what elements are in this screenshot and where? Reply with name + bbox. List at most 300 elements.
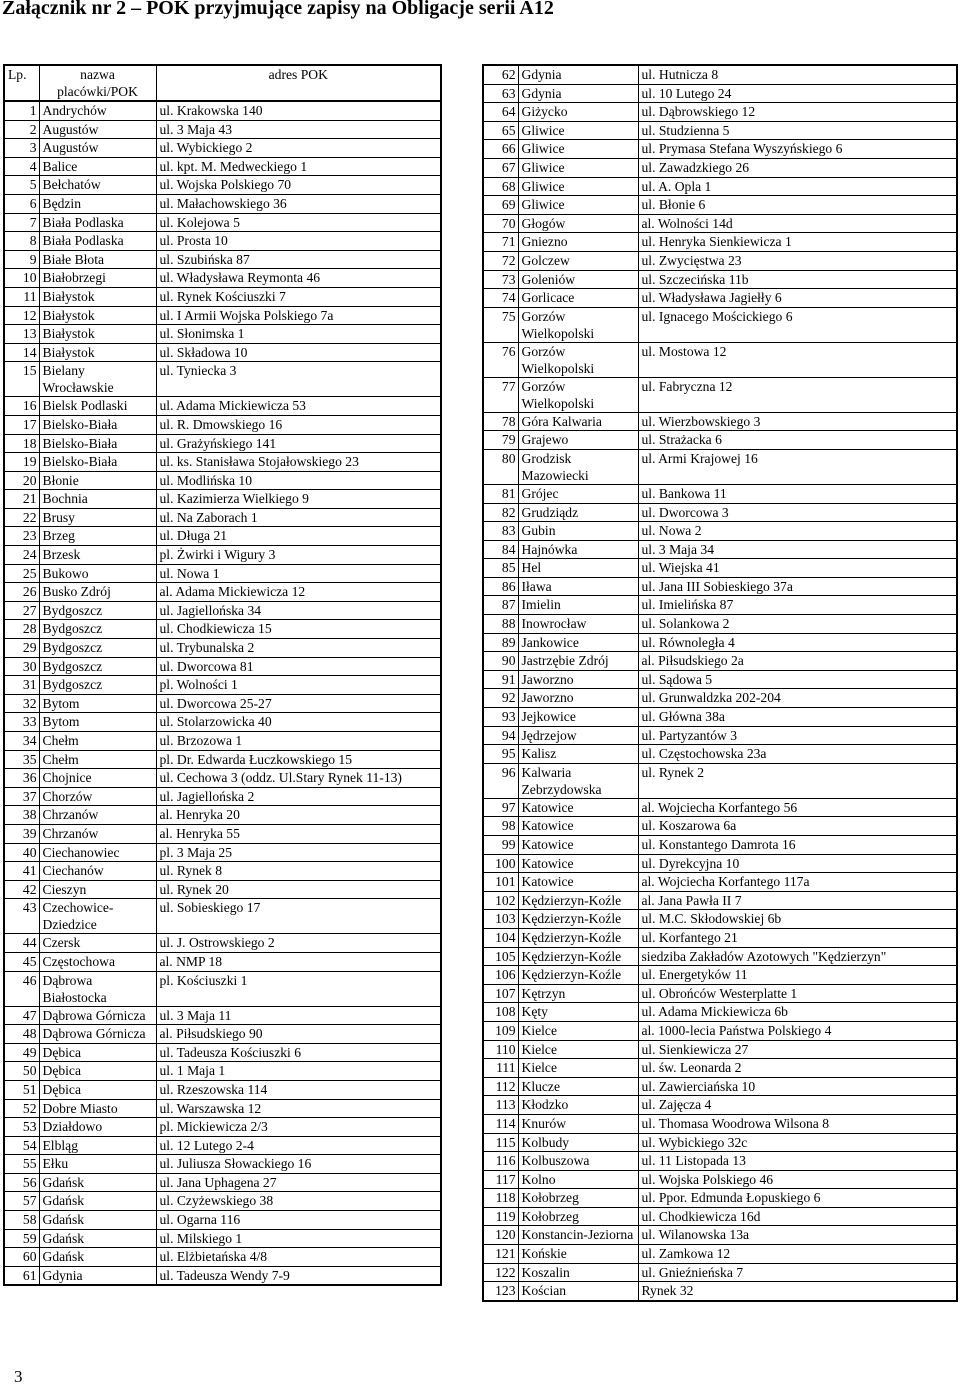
branch-name-cell: Augustów <box>39 120 156 139</box>
lp-cell: 92 <box>483 689 518 708</box>
table-row <box>483 763 957 798</box>
branch-address-cell: ul. 12 Lutego 2-4 <box>156 1136 441 1155</box>
lp-cell: 115 <box>483 1133 518 1152</box>
table-row <box>483 928 957 947</box>
lp-cell: 50 <box>4 1062 39 1081</box>
branch-name-cell: Jastrzębie Zdrój <box>518 652 638 671</box>
lp-cell: 99 <box>483 836 518 855</box>
branch-address-cell: ul. Dyrekcyjna 10 <box>638 854 957 873</box>
lp-cell: 10 <box>4 269 39 288</box>
lp-cell: 68 <box>483 177 518 196</box>
table-row <box>4 639 441 658</box>
lp-cell: 47 <box>4 1006 39 1025</box>
branch-address-cell: pl. 3 Maja 25 <box>156 843 441 862</box>
table-row <box>483 1152 957 1171</box>
table-row <box>483 633 957 652</box>
branch-name-cell: Czersk <box>39 934 156 953</box>
branch-name-cell: Bukowo <box>39 564 156 583</box>
branch-address-cell: ul. Trybunalska 2 <box>156 639 441 658</box>
lp-cell: 86 <box>483 577 518 596</box>
branch-address-cell: ul. 1 Maja 1 <box>156 1062 441 1081</box>
branch-name-cell: Końskie <box>518 1245 638 1264</box>
lp-cell: 29 <box>4 639 39 658</box>
lp-cell: 109 <box>483 1021 518 1040</box>
branch-name-cell: Chełm <box>39 732 156 751</box>
table-row <box>483 140 957 159</box>
table-row <box>483 689 957 708</box>
lp-cell: 89 <box>483 633 518 652</box>
branch-name-cell: Kędzierzyn-Koźle <box>518 891 638 910</box>
branch-address-cell: ul. Składowa 10 <box>156 343 441 362</box>
branch-name-cell: Kędzierzyn-Koźle <box>518 928 638 947</box>
branch-address-cell: ul. Dąbrowskiego 12 <box>638 103 957 122</box>
lp-cell: 104 <box>483 928 518 947</box>
table-row <box>4 694 441 713</box>
table-row <box>483 1040 957 1059</box>
lp-cell: 103 <box>483 910 518 929</box>
lp-cell: 105 <box>483 947 518 966</box>
branch-address-cell: pl. Wolności 1 <box>156 676 441 695</box>
lp-cell: 101 <box>483 873 518 892</box>
lp-cell: 39 <box>4 824 39 843</box>
lp-cell: 85 <box>483 559 518 578</box>
branch-address-cell: ul. Rynek Kościuszki 7 <box>156 287 441 306</box>
table-row <box>4 843 441 862</box>
table-row <box>4 1155 441 1174</box>
table-row <box>483 412 957 431</box>
branch-name-cell: Gdańsk <box>39 1229 156 1248</box>
branch-name-cell: Bydgoszcz <box>39 676 156 695</box>
table-row <box>483 1077 957 1096</box>
table-row <box>483 910 957 929</box>
table-row <box>4 713 441 732</box>
table-row <box>483 891 957 910</box>
table-row <box>4 583 441 602</box>
branch-address-cell: ul. Adama Mickiewicza 6b <box>638 1003 957 1022</box>
branch-address-cell: ul. Jana III Sobieskiego 37a <box>638 577 957 596</box>
lp-cell: 120 <box>483 1226 518 1245</box>
table-row <box>4 527 441 546</box>
branch-address-cell: ul. Zawadzkiego 26 <box>638 158 957 177</box>
table-row <box>4 787 441 806</box>
branch-address-cell: ul. Partyzantów 3 <box>638 726 957 745</box>
branch-name-cell: Golczew <box>518 251 638 270</box>
branch-name-cell: Kalwaria Zebrzydowska <box>518 763 638 798</box>
lp-cell: 121 <box>483 1245 518 1264</box>
table-row <box>4 1173 441 1192</box>
branch-address-cell: ul. Dworcowa 81 <box>156 657 441 676</box>
table-row <box>4 1211 441 1230</box>
branch-name-cell: Kołobrzeg <box>518 1189 638 1208</box>
branch-address-cell: ul. J. Ostrowskiego 2 <box>156 934 441 953</box>
table-row <box>4 490 441 509</box>
branch-name-cell: Głogów <box>518 214 638 233</box>
table-row <box>4 620 441 639</box>
branch-name-cell: Białystok <box>39 287 156 306</box>
lp-cell: 15 <box>4 362 39 397</box>
branch-name-cell: Kłodzko <box>518 1096 638 1115</box>
table-row <box>4 1118 441 1137</box>
branch-address-cell: ul. Wybickiego 32c <box>638 1133 957 1152</box>
table-row <box>4 453 441 472</box>
lp-cell: 3 <box>4 139 39 158</box>
lp-cell: 122 <box>483 1263 518 1282</box>
branch-name-cell: Kędzierzyn-Koźle <box>518 947 638 966</box>
table-row <box>4 750 441 769</box>
branch-name-cell: Gdańsk <box>39 1192 156 1211</box>
branch-name-cell: Biała Podlaska <box>39 213 156 232</box>
branch-address-cell: ul. Bankowa 11 <box>638 484 957 503</box>
branch-address-cell: ul. Zawierciańska 10 <box>638 1077 957 1096</box>
branch-address-cell: ul. Zamkowa 12 <box>638 1245 957 1264</box>
table-row <box>483 449 957 484</box>
branch-name-cell: Dębica <box>39 1062 156 1081</box>
table-row <box>483 65 957 84</box>
branch-name-cell: Kielce <box>518 1059 638 1078</box>
branch-name-cell: Gorzów Wielkopolski <box>518 342 638 377</box>
lp-cell: 75 <box>483 307 518 342</box>
lp-cell: 71 <box>483 233 518 252</box>
table-row <box>4 287 441 306</box>
branch-address-cell: pl. Kościuszki 1 <box>156 971 441 1006</box>
table-row <box>4 343 441 362</box>
branch-address-cell: ul. Dworcowa 25-27 <box>156 694 441 713</box>
lp-cell: 74 <box>483 289 518 308</box>
branch-address-cell: ul. Sądowa 5 <box>638 670 957 689</box>
table-row <box>483 84 957 103</box>
branch-name-cell: Hel <box>518 559 638 578</box>
table-row <box>483 726 957 745</box>
page-number: 3 <box>14 1367 23 1386</box>
branch-name-cell: Błonie <box>39 471 156 490</box>
branch-name-cell: Bytom <box>39 694 156 713</box>
table-row <box>4 362 441 397</box>
branch-name-cell: Gdańsk <box>39 1211 156 1230</box>
lp-cell: 23 <box>4 527 39 546</box>
branch-address-cell: al. Wojciecha Korfantego 117a <box>638 873 957 892</box>
table-row <box>483 177 957 196</box>
branch-address-cell: ul. Rynek 2 <box>638 763 957 798</box>
branch-name-cell: Jejkowice <box>518 708 638 727</box>
lp-cell: 123 <box>483 1282 518 1301</box>
lp-cell: 65 <box>483 121 518 140</box>
branch-address-cell: al. Wojciecha Korfantego 56 <box>638 798 957 817</box>
table-row <box>483 817 957 836</box>
branch-address-cell: ul. Mostowa 12 <box>638 342 957 377</box>
lp-cell: 58 <box>4 1211 39 1230</box>
branch-address-cell: ul. Ignacego Mościckiego 6 <box>638 307 957 342</box>
branch-name-cell: Gorzów Wielkopolski <box>518 377 638 412</box>
branch-name-cell: Dębica <box>39 1043 156 1062</box>
table-row <box>483 103 957 122</box>
branch-name-cell: Gdynia <box>518 84 638 103</box>
table-row <box>4 232 441 251</box>
branch-address-cell: ul. Cechowa 3 (oddz. Ul.Stary Rynek 11-13) <box>156 769 441 788</box>
branch-address-cell: al. Piłsudskiego 2a <box>638 652 957 671</box>
table-row <box>483 503 957 522</box>
branch-address-cell: ul. Równoległa 4 <box>638 633 957 652</box>
table-row <box>483 577 957 596</box>
branch-name-cell: Busko Zdrój <box>39 583 156 602</box>
branch-address-cell: pl. Dr. Edwarda Łuczkowskiego 15 <box>156 750 441 769</box>
table-row <box>483 1096 957 1115</box>
branch-address-cell: ul. Stolarzowicka 40 <box>156 713 441 732</box>
branch-name-cell: Dąbrowa Białostocka <box>39 971 156 1006</box>
branch-name-cell: Kielce <box>518 1021 638 1040</box>
header-lp: Lp. <box>4 65 39 101</box>
lp-cell: 91 <box>483 670 518 689</box>
branch-name-cell: Ełku <box>39 1155 156 1174</box>
lp-cell: 81 <box>483 484 518 503</box>
branch-name-cell: Koszalin <box>518 1263 638 1282</box>
branch-address-cell: ul. Szczecińska 11b <box>638 270 957 289</box>
branch-name-cell: Gliwice <box>518 177 638 196</box>
lp-cell: 98 <box>483 817 518 836</box>
table-row <box>4 564 441 583</box>
branch-name-cell: Kościan <box>518 1282 638 1301</box>
branch-name-cell: Grudziądz <box>518 503 638 522</box>
lp-cell: 97 <box>483 798 518 817</box>
branch-name-cell: Białystok <box>39 325 156 344</box>
branch-address-cell: siedziba Zakładów Azotowych "Kędzierzyn" <box>638 947 957 966</box>
table-row <box>4 471 441 490</box>
lp-cell: 1 <box>4 101 39 120</box>
branch-name-cell: Hajnówka <box>518 540 638 559</box>
lp-cell: 19 <box>4 453 39 472</box>
table-row <box>483 1207 957 1226</box>
branch-name-cell: Grodzisk Mazowiecki <box>518 449 638 484</box>
lp-cell: 27 <box>4 601 39 620</box>
branch-address-cell: al. Jana Pawła II 7 <box>638 891 957 910</box>
branch-name-cell: Gliwice <box>518 140 638 159</box>
branch-address-cell: ul. Armi Krajowej 16 <box>638 449 957 484</box>
branch-name-cell: Jankowice <box>518 633 638 652</box>
table-row <box>4 1025 441 1044</box>
table-row <box>4 824 441 843</box>
lp-cell: 102 <box>483 891 518 910</box>
branch-name-cell: Chełm <box>39 750 156 769</box>
branch-address-cell: pl. Żwirki i Wigury 3 <box>156 546 441 565</box>
branch-name-cell: Bielsko-Biała <box>39 434 156 453</box>
branch-address-cell: ul. Thomasa Woodrowa Wilsona 8 <box>638 1114 957 1133</box>
table-row <box>483 1245 957 1264</box>
branch-address-cell: ul. Modlińska 10 <box>156 471 441 490</box>
branch-address-cell: ul. Wojska Polskiego 46 <box>638 1170 957 1189</box>
table-row <box>483 1263 957 1282</box>
table-row <box>4 269 441 288</box>
branch-name-cell: Inowrocław <box>518 615 638 634</box>
lp-cell: 35 <box>4 750 39 769</box>
branch-address-cell: ul. Wierzbowskiego 3 <box>638 412 957 431</box>
branch-name-cell: Brzeg <box>39 527 156 546</box>
table-row <box>483 289 957 308</box>
branch-address-cell: ul. R. Dmowskiego 16 <box>156 415 441 434</box>
lp-cell: 5 <box>4 176 39 195</box>
lp-cell: 11 <box>4 287 39 306</box>
branch-address-cell: al. 1000-lecia Państwa Polskiego 4 <box>638 1021 957 1040</box>
branch-address-cell: ul. Prymasa Stefana Wyszyńskiego 6 <box>638 140 957 159</box>
lp-cell: 31 <box>4 676 39 695</box>
branch-address-cell: ul. Wybickiego 2 <box>156 139 441 158</box>
lp-cell: 52 <box>4 1099 39 1118</box>
branch-address-cell: ul. Szubińska 87 <box>156 250 441 269</box>
branch-address-cell: ul. Jana Uphagena 27 <box>156 1173 441 1192</box>
branch-name-cell: Dębica <box>39 1080 156 1099</box>
branch-name-cell: Andrychów <box>39 101 156 120</box>
branch-address-cell: ul. Błonie 6 <box>638 196 957 215</box>
branch-address-cell: ul. Warszawska 12 <box>156 1099 441 1118</box>
lp-cell: 110 <box>483 1040 518 1059</box>
branch-name-cell: Działdowo <box>39 1118 156 1137</box>
branch-address-cell: al. Wolności 14d <box>638 214 957 233</box>
table-row <box>483 596 957 615</box>
branch-name-cell: Elbląg <box>39 1136 156 1155</box>
table-row <box>4 194 441 213</box>
table-row <box>4 1043 441 1062</box>
branch-name-cell: Katowice <box>518 817 638 836</box>
lp-cell: 30 <box>4 657 39 676</box>
pok-table-right <box>482 64 958 1302</box>
table-row <box>4 1080 441 1099</box>
branch-name-cell: Grójec <box>518 484 638 503</box>
lp-cell: 61 <box>4 1266 39 1285</box>
branch-name-cell: Katowice <box>518 873 638 892</box>
branch-address-cell: ul. Grunwaldzka 202-204 <box>638 689 957 708</box>
branch-name-cell: Balice <box>39 157 156 176</box>
lp-cell: 59 <box>4 1229 39 1248</box>
lp-cell: 17 <box>4 415 39 434</box>
table-row <box>4 415 441 434</box>
lp-cell: 21 <box>4 490 39 509</box>
lp-cell: 83 <box>483 522 518 541</box>
branch-name-cell: Kędzierzyn-Koźle <box>518 966 638 985</box>
branch-address-cell: ul. Strażacka 6 <box>638 431 957 450</box>
branch-name-cell: Gdynia <box>518 65 638 84</box>
branch-address-cell: ul. Na Zaborach 1 <box>156 508 441 527</box>
branch-address-cell: ul. Sienkiewicza 27 <box>638 1040 957 1059</box>
branch-address-cell: ul. Krakowska 140 <box>156 101 441 120</box>
lp-cell: 33 <box>4 713 39 732</box>
lp-cell: 37 <box>4 787 39 806</box>
table-row <box>483 652 957 671</box>
branch-address-cell: ul. Małachowskiego 36 <box>156 194 441 213</box>
table-row <box>4 1062 441 1081</box>
branch-name-cell: Gliwice <box>518 196 638 215</box>
lp-cell: 118 <box>483 1189 518 1208</box>
branch-name-cell: Goleniów <box>518 270 638 289</box>
branch-address-cell: ul. Grażyńskiego 141 <box>156 434 441 453</box>
branch-name-cell: Brusy <box>39 508 156 527</box>
branch-name-cell: Gdańsk <box>39 1173 156 1192</box>
branch-address-cell: ul. 3 Maja 43 <box>156 120 441 139</box>
table-row <box>4 862 441 881</box>
branch-address-cell: al. Henryka 20 <box>156 806 441 825</box>
lp-cell: 9 <box>4 250 39 269</box>
branch-name-cell: Ciechanów <box>39 862 156 881</box>
lp-cell: 107 <box>483 984 518 1003</box>
lp-cell: 48 <box>4 1025 39 1044</box>
branch-name-cell: Kolno <box>518 1170 638 1189</box>
table-row <box>4 934 441 953</box>
header-name: nazwa placówki/POK <box>39 65 156 101</box>
table-row <box>483 966 957 985</box>
table-row <box>483 1226 957 1245</box>
branch-name-cell: Gorlicace <box>518 289 638 308</box>
table-row <box>483 947 957 966</box>
branch-address-cell: ul. Kazimierza Wielkiego 9 <box>156 490 441 509</box>
branch-address-cell: ul. Studzienna 5 <box>638 121 957 140</box>
lp-cell: 112 <box>483 1077 518 1096</box>
header-address: adres POK <box>156 65 441 101</box>
branch-name-cell: Białystok <box>39 306 156 325</box>
lp-cell: 66 <box>483 140 518 159</box>
table-row <box>483 615 957 634</box>
branch-address-cell: ul. Wojska Polskiego 70 <box>156 176 441 195</box>
lp-cell: 111 <box>483 1059 518 1078</box>
table-header-row <box>4 65 441 101</box>
lp-cell: 78 <box>483 412 518 431</box>
lp-cell: 108 <box>483 1003 518 1022</box>
lp-cell: 94 <box>483 726 518 745</box>
table-row <box>4 1192 441 1211</box>
table-row <box>483 1003 957 1022</box>
lp-cell: 76 <box>483 342 518 377</box>
table-row <box>4 732 441 751</box>
branch-address-cell: ul. Tyniecka 3 <box>156 362 441 397</box>
branch-address-cell: ul. Wilanowska 13a <box>638 1226 957 1245</box>
table-row <box>483 873 957 892</box>
table-row <box>483 1059 957 1078</box>
branch-address-cell: ul. Częstochowska 23a <box>638 745 957 764</box>
branch-name-cell: Kolbudy <box>518 1133 638 1152</box>
table-row <box>4 213 441 232</box>
lp-cell: 6 <box>4 194 39 213</box>
table-row <box>483 1021 957 1040</box>
branch-name-cell: Bytom <box>39 713 156 732</box>
table-row <box>4 1229 441 1248</box>
table-row <box>483 1189 957 1208</box>
lp-cell: 8 <box>4 232 39 251</box>
table-row <box>483 540 957 559</box>
table-row <box>4 1006 441 1025</box>
lp-cell: 54 <box>4 1136 39 1155</box>
branch-address-cell: ul. Kolejowa 5 <box>156 213 441 232</box>
branch-address-cell: al. Piłsudskiego 90 <box>156 1025 441 1044</box>
branch-address-cell: ul. 11 Listopada 13 <box>638 1152 957 1171</box>
table-row <box>483 854 957 873</box>
branch-address-cell: ul. Zwycięstwa 23 <box>638 251 957 270</box>
lp-cell: 44 <box>4 934 39 953</box>
lp-cell: 4 <box>4 157 39 176</box>
branch-name-cell: Brzesk <box>39 546 156 565</box>
branch-name-cell: Dobre Miasto <box>39 1099 156 1118</box>
branch-name-cell: Katowice <box>518 854 638 873</box>
table-row <box>483 1114 957 1133</box>
branch-name-cell: Białystok <box>39 343 156 362</box>
branch-address-cell: ul. Czyżewskiego 38 <box>156 1192 441 1211</box>
branch-address-cell: ul. Rynek 8 <box>156 862 441 881</box>
branch-address-cell: Rynek 32 <box>638 1282 957 1301</box>
table-row <box>483 158 957 177</box>
branch-name-cell: Gubin <box>518 522 638 541</box>
lp-cell: 7 <box>4 213 39 232</box>
branch-address-cell: ul. Jagiellońska 2 <box>156 787 441 806</box>
branch-name-cell: Jaworzno <box>518 670 638 689</box>
lp-cell: 13 <box>4 325 39 344</box>
table-row <box>4 880 441 899</box>
lp-cell: 63 <box>483 84 518 103</box>
branch-address-cell: ul. Brzozowa 1 <box>156 732 441 751</box>
